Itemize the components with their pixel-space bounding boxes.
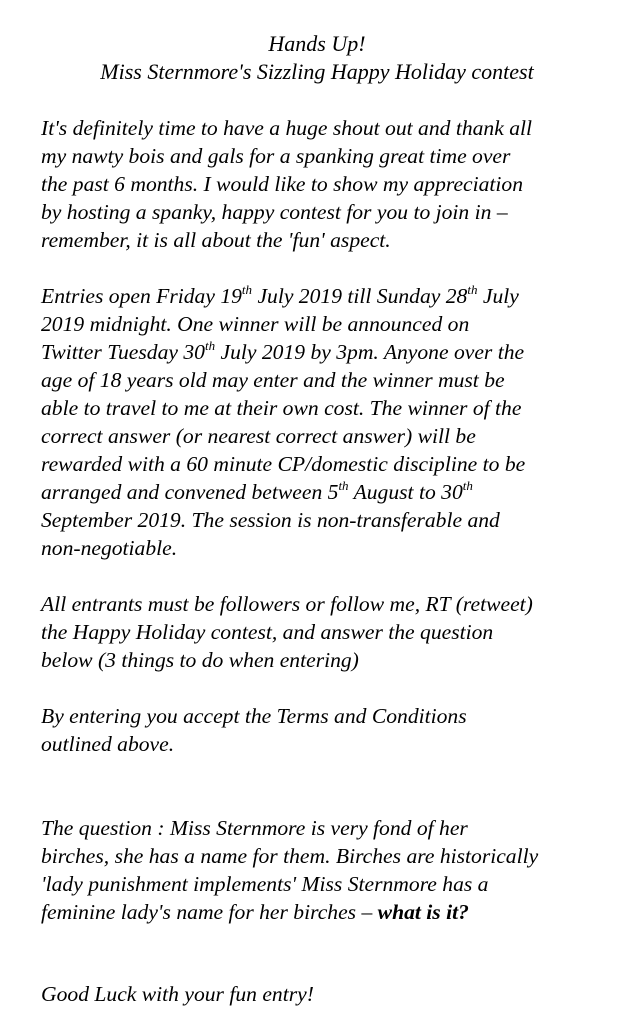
- entries-paragraph: [41, 282, 616, 562]
- document-title: [0, 30, 634, 86]
- entries-line: correct answer (or nearest correct answer) will be: [41, 424, 476, 448]
- entries-text: arranged and convened between 5: [41, 480, 339, 504]
- entries-line: [41, 282, 616, 310]
- question-paragraph: [41, 814, 616, 926]
- rules-line: All entrants must be followers or follow me, RT (retweet): [41, 592, 533, 616]
- entries-text: Entries open Friday 19: [41, 284, 242, 308]
- question-line: [41, 898, 616, 926]
- intro-line: my nawty bois and gals for a spanking great time over: [41, 144, 511, 168]
- entries-line: non-negotiable.: [41, 536, 178, 560]
- question-text: feminine lady's name for her birches –: [41, 900, 378, 924]
- title-line-1: Hands Up!: [268, 31, 366, 56]
- closing-line: Good Luck with your fun entry!: [41, 982, 314, 1006]
- intro-line: It's definitely time to have a huge shout out and thank all: [41, 116, 532, 140]
- ordinal-suffix: th: [241, 282, 253, 297]
- intro-line: by hosting a spanky, happy contest for you to join in –: [41, 200, 508, 224]
- question-emphasis: what is it?: [377, 900, 469, 924]
- ordinal-suffix: th: [462, 478, 473, 493]
- entries-line: able to travel to me at their own cost. The winner of the: [41, 396, 522, 420]
- terms-paragraph: [41, 702, 616, 758]
- entries-text: July 2019 till Sunday 28: [252, 284, 468, 308]
- rules-paragraph: [41, 590, 616, 674]
- rules-line: the Happy Holiday contest, and answer the question: [41, 620, 494, 644]
- question-line: birches, she has a name for them. Birches are historically: [41, 844, 539, 868]
- intro-line: remember, it is all about the 'fun' aspect.: [41, 228, 391, 252]
- entries-text: Twitter Tuesday 30: [41, 340, 205, 364]
- entries-line: age of 18 years old may enter and the winner must be: [41, 368, 505, 392]
- entries-text: August to 30: [348, 480, 463, 504]
- intro-line: the past 6 months. I would like to show my appreciation: [41, 172, 524, 196]
- intro-paragraph: [41, 114, 616, 254]
- ordinal-suffix: th: [467, 282, 478, 297]
- entries-line: [41, 478, 616, 506]
- entries-text: July: [477, 284, 519, 308]
- rules-line: below (3 things to do when entering): [41, 648, 359, 672]
- entries-line: [41, 338, 616, 366]
- terms-line: outlined above.: [41, 732, 175, 756]
- closing-paragraph: [41, 980, 616, 1008]
- ordinal-suffix: th: [338, 478, 349, 493]
- title-line-2: Miss Sternmore's Sizzling Happy Holiday contest: [100, 59, 534, 84]
- entries-line: 2019 midnight. One winner will be announced on: [41, 312, 470, 336]
- question-line: The question : Miss Sternmore is very fond of her: [41, 816, 468, 840]
- terms-line: By entering you accept the Terms and Conditions: [41, 704, 467, 728]
- entries-line: rewarded with a 60 minute CP/domestic discipline to be: [41, 452, 526, 476]
- entries-text: July 2019 by 3pm. Anyone over the: [215, 340, 525, 364]
- entries-line: September 2019. The session is non-transferable and: [41, 508, 500, 532]
- ordinal-suffix: th: [204, 338, 216, 353]
- question-line: 'lady punishment implements' Miss Sternmore has a: [41, 872, 489, 896]
